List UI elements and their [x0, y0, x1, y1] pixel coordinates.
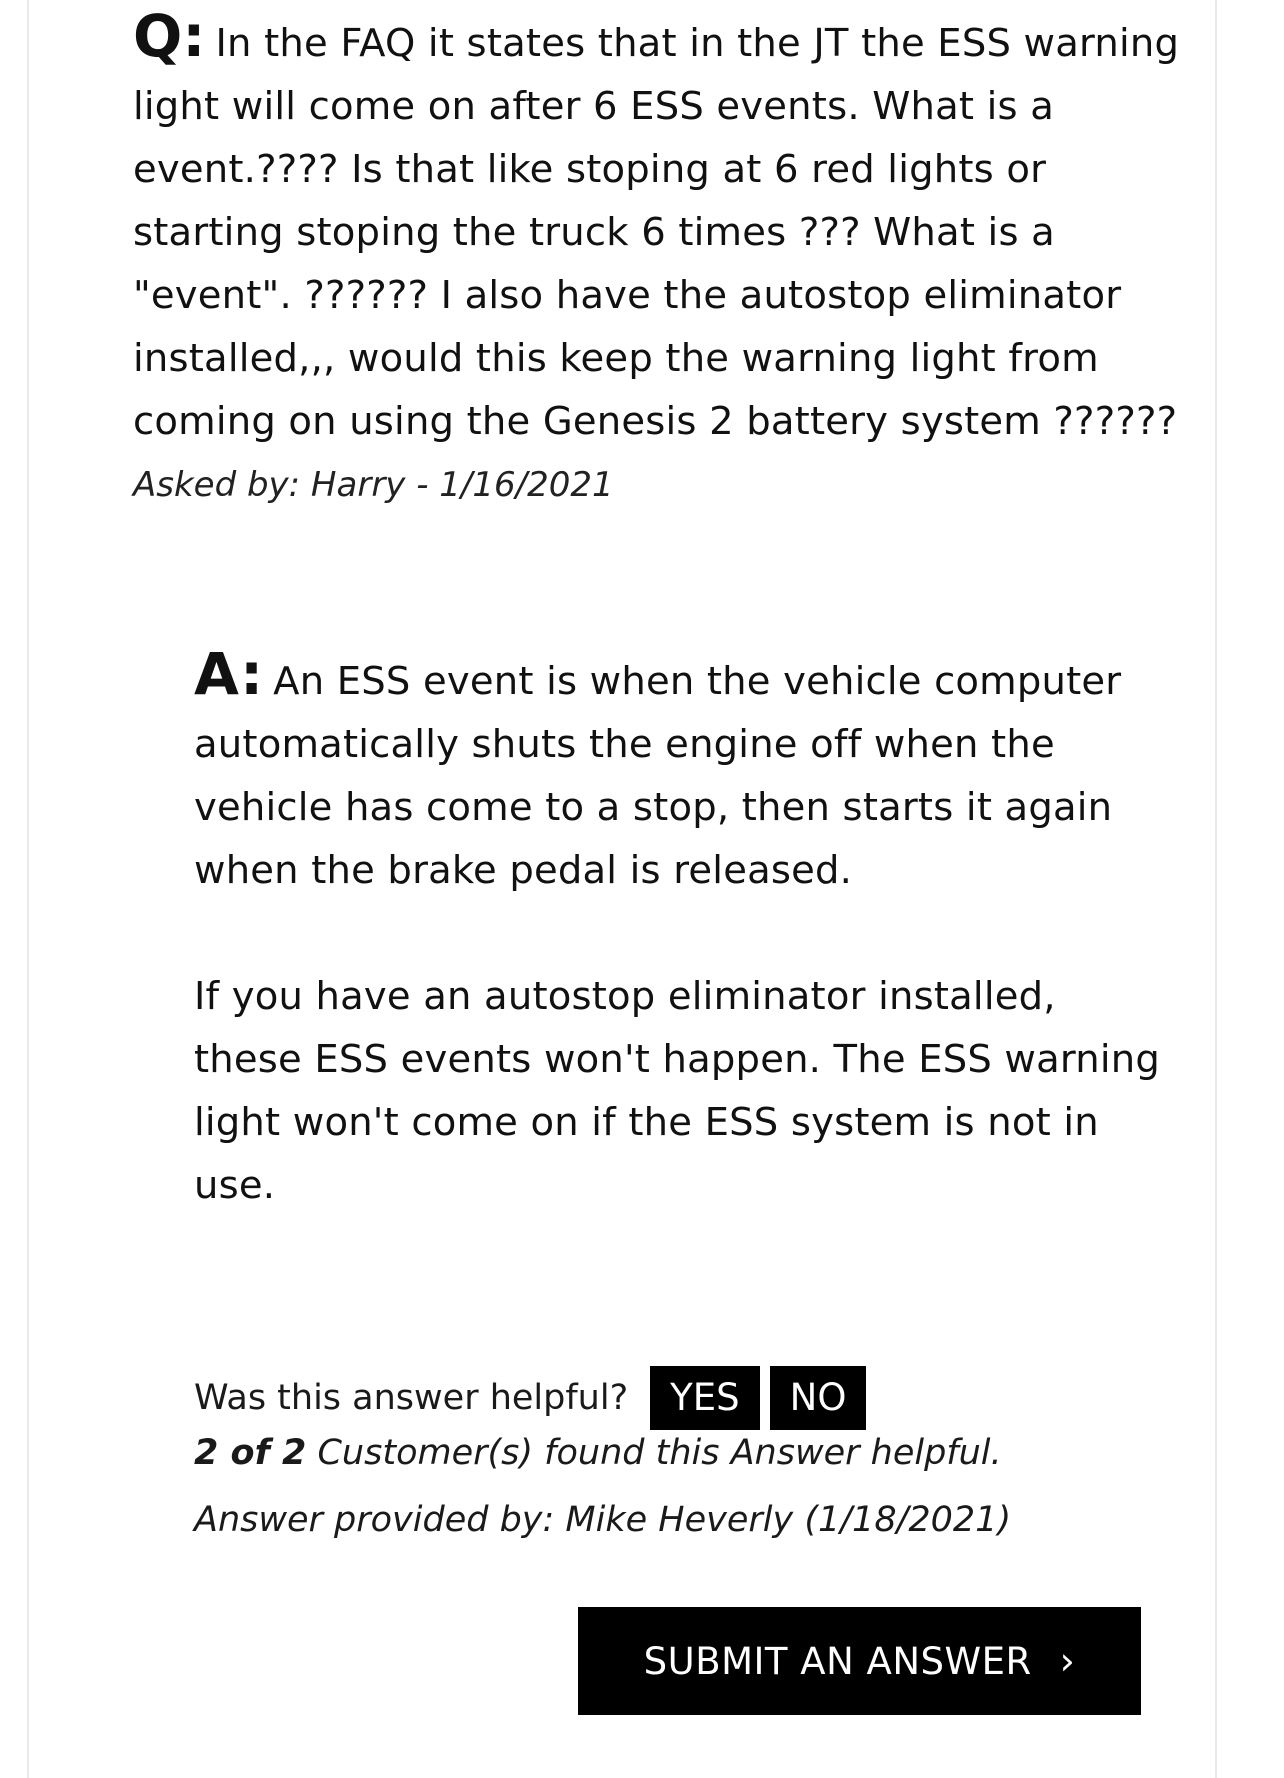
answer-block — [194, 640, 1174, 1217]
question-text: In the FAQ it states that in the JT the ESS warning light will come on after 6 ESS events. What is a event.???? Is that like stoping at 6 red lights or starting stoping the truck 6 times ??? What is a "event". ?????? I also have the autostop eliminator installed,,, would this keep the warning light from coming on using the Genesis 2 battery system ?????? — [133, 21, 1180, 444]
answer-provided-by: Answer provided by: Mike Heverly (1/18/2021) — [194, 1500, 1012, 1540]
asked-by: Asked by: Harry - 1/16/2021 — [133, 465, 614, 505]
helpful-count-number: 2 of 2 — [194, 1433, 307, 1473]
question-prefix: Q: — [133, 2, 206, 70]
question-block — [133, 2, 1193, 511]
helpful-question: Was this answer helpful? — [194, 1378, 629, 1418]
submit-answer-label: SUBMIT AN ANSWER — [643, 1639, 1032, 1683]
answer-text-1: An ESS event is when the vehicle computer automatically shuts the engine off when the vehicle has come to a stop, then starts it again when the brake pedal is released. — [194, 659, 1122, 893]
yes-button[interactable]: YES — [650, 1366, 759, 1430]
answer-paragraph-1 — [194, 640, 1174, 902]
helpful-count-text: Customer(s) found this Answer helpful. — [306, 1433, 1002, 1473]
answer-paragraph-2: If you have an autostop eliminator installed, these ESS events won't happen. The ESS warning light won't come on if the ESS system is not in use. — [194, 974, 1161, 1208]
question-text-block — [133, 2, 1193, 453]
helpful-row — [194, 1366, 876, 1430]
chevron-right-icon: › — [1059, 1639, 1076, 1683]
helpful-count — [194, 1426, 1002, 1480]
no-button[interactable]: NO — [770, 1366, 867, 1430]
answer-prefix: A: — [194, 640, 264, 708]
submit-answer-button[interactable] — [578, 1607, 1141, 1715]
